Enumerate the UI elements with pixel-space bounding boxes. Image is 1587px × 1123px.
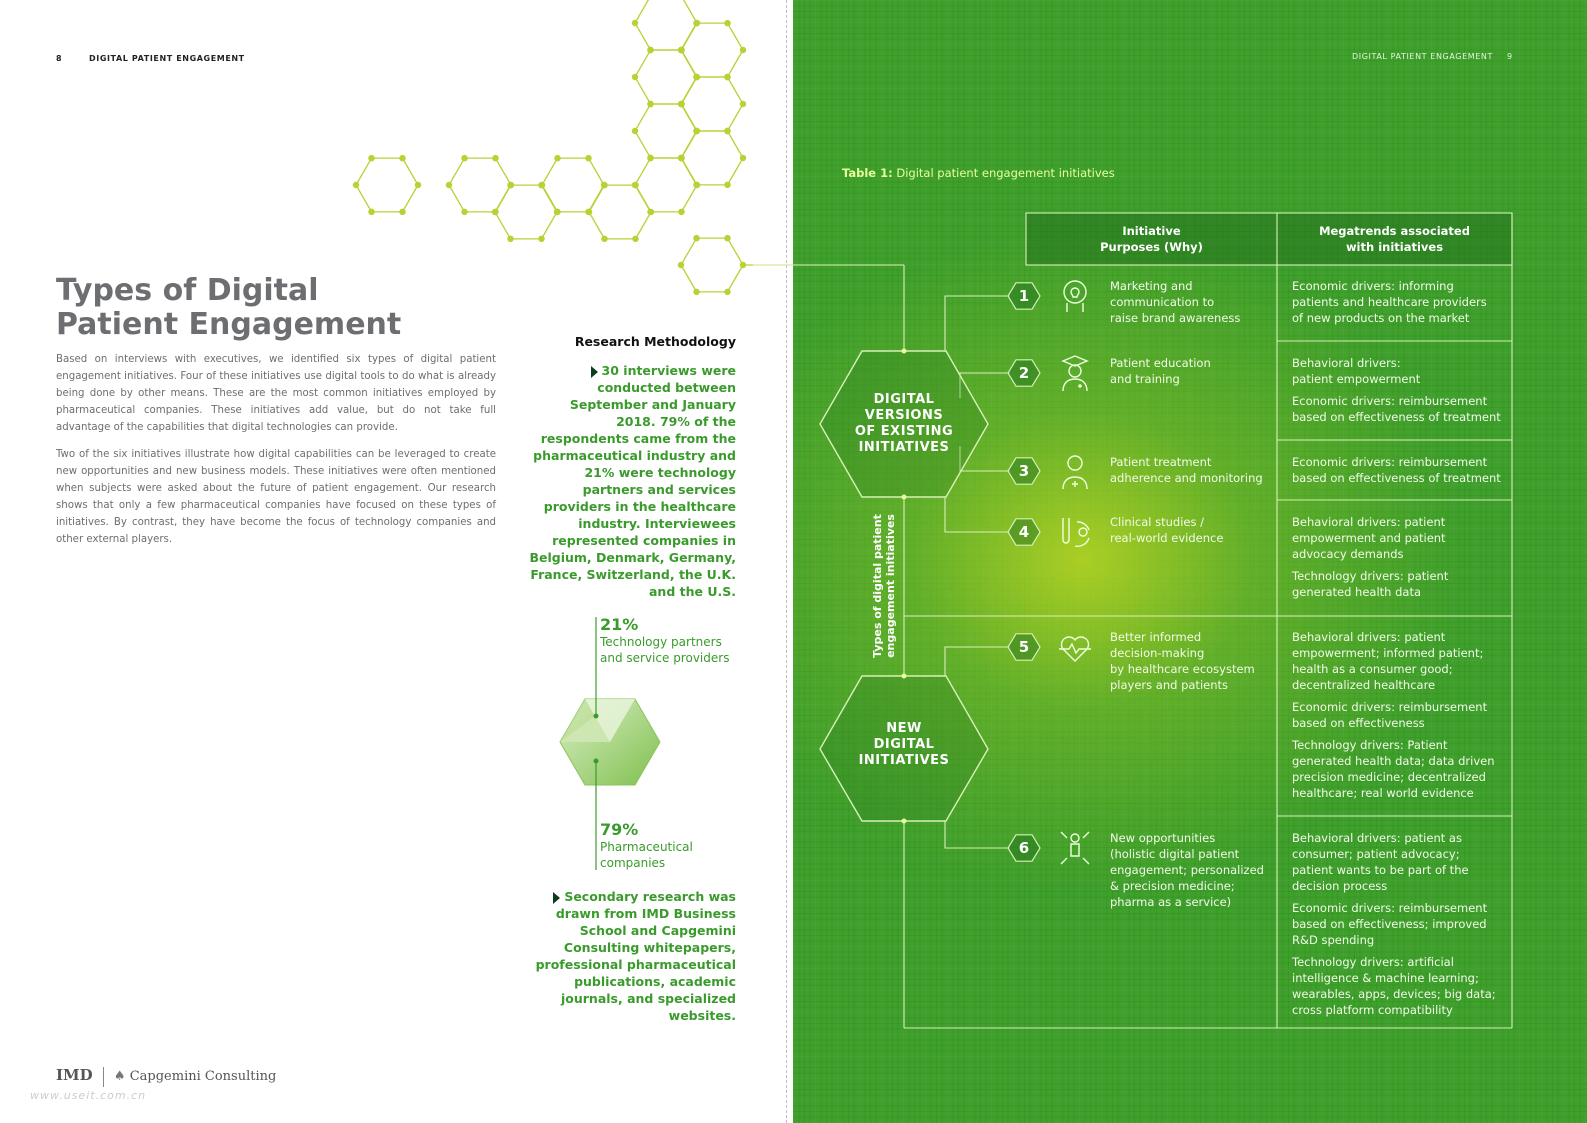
row-6-megatrends [1292,830,1508,1018]
nurse-icon [1057,451,1093,491]
purpose-line: Marketing and [1110,279,1193,293]
megatrend-line: based on effectiveness; improved [1292,917,1487,931]
megatrend-line: patient wants to be part of the [1292,863,1469,877]
col-header-purposes-line-1: Initiative [1122,224,1181,238]
imd-logo: IMD [56,1066,93,1084]
megatrend-line: Behavioral drivers: patient [1292,630,1446,644]
row-3-megatrends [1292,454,1508,486]
row-5-purpose [1110,629,1275,693]
vertical-label-line-1: Types of digital patient [871,514,884,658]
capgemini-spade-icon: ♠ [113,1069,126,1084]
megatrend-line: based on effectiveness [1292,716,1425,730]
purpose-line: communication to [1110,295,1215,309]
running-header-right: DIGITAL PATIENT ENGAGEMENT [1352,52,1493,61]
group2-line-2: DIGITAL [873,737,935,752]
title-line-1: Types of Digital [56,273,319,308]
group2-line-3: INITIATIVES [858,753,950,768]
row-number-6: 6 [1018,839,1030,857]
megatrend-line: patients and healthcare providers [1292,295,1487,309]
megatrend-line: Behavioral drivers: patient [1292,515,1446,529]
purpose-line: adherence and monitoring [1110,471,1263,485]
row-1-megatrends [1292,278,1508,326]
purpose-line: New opportunities [1110,831,1216,845]
megatrend-item [1292,900,1508,948]
megatrend-line: generated health data [1292,585,1422,599]
megatrend-line: decentralized healthcare [1292,678,1436,692]
megatrend-item [1292,393,1508,425]
group-digital-versions-label [840,392,968,456]
purpose-line: decision-making [1110,646,1205,660]
megatrend-line: empowerment and patient [1292,531,1446,545]
row-4-megatrends [1292,514,1508,600]
purpose-line: by healthcare ecosystem [1110,662,1255,676]
purpose-line: raise brand awareness [1110,311,1241,325]
megatrend-line: Behavioral drivers: [1292,356,1401,370]
graduate-doctor-icon [1057,353,1093,393]
purpose-line: players and patients [1110,678,1229,692]
research-methodology-heading: Research Methodology [574,334,736,349]
intro-paragraph-1: Based on interviews with executives, we identified six types of digital patient engagement initiatives. Four of these initiatives use digital tools to do what is already being done by other means. These are the most common initiatives employed by pharmaceutical companies. These initiatives add value, but do not take full advantage of the capabilities that digital technologies can provide. [56,354,496,433]
purpose-line: Patient education [1110,356,1211,370]
table-caption-label: Table 1: [842,166,893,180]
megatrend-line: Technology drivers: patient [1292,569,1449,583]
stat-21-label-line-2: and service providers [600,651,730,665]
purpose-line: (holistic digital patient [1110,847,1240,861]
title-line-2: Patient Engagement [56,307,402,342]
megatrend-line: based on effectiveness of treatment [1292,471,1501,485]
group-new-digital-label [840,721,968,769]
row-5-megatrends [1292,629,1508,801]
lightbulb-head-icon [1057,276,1093,316]
megatrend-line: Technology drivers: artificial [1292,955,1454,969]
megatrend-line: intelligence & machine learning; [1292,971,1479,985]
megatrend-line: Technology drivers: Patient [1292,738,1448,752]
col-header-megatrends-line-2: with initiatives [1345,240,1444,254]
col-header-megatrends-line-1: Megatrends associated [1319,224,1470,238]
megatrend-line: patient empowerment [1292,372,1421,386]
col-header-purposes-line-2: Purposes (Why) [1100,240,1203,254]
purpose-line: Patient treatment [1110,455,1212,469]
row-number-1: 1 [1018,287,1030,305]
row-2-purpose [1110,355,1275,387]
megatrend-item [1292,568,1508,600]
row-6-purpose [1110,830,1275,910]
row-3-purpose [1110,454,1275,486]
col-header-purposes [1026,223,1277,255]
row-2-megatrends [1292,355,1508,425]
megatrend-line: cross platform compatibility [1292,1003,1453,1017]
group2-line-1: NEW [886,721,922,736]
megatrend-line: generated health data; data driven [1292,754,1495,768]
row-number-5: 5 [1018,638,1030,656]
purpose-line: and training [1110,372,1180,386]
megatrend-line: of new products on the market [1292,311,1470,325]
megatrend-line: R&D spending [1292,933,1375,947]
stat-21-percent: 21% [600,615,639,634]
vertical-axis-label [871,514,897,658]
group1-line-3: OF EXISTING [854,424,954,439]
stat-21-label-line-1: Technology partners [600,635,722,649]
row-4-purpose [1110,514,1275,546]
row-number-2: 2 [1018,364,1030,382]
megatrend-item [1292,454,1508,486]
purpose-line: Clinical studies / [1110,515,1205,529]
test-tube-cycle-icon [1057,512,1093,552]
group1-line-2: VERSIONS [864,408,944,423]
megatrend-line: based on effectiveness of treatment [1292,410,1501,424]
megatrend-line: health as a consumer good; [1292,662,1453,676]
purpose-line: real-world evidence [1110,531,1224,545]
megatrend-line: Economic drivers: reimbursement [1292,901,1488,915]
megatrend-line: Economic drivers: reimbursement [1292,394,1488,408]
megatrend-item [1292,699,1508,731]
megatrend-item [1292,514,1508,562]
megatrend-item [1292,830,1508,894]
megatrend-line: decision process [1292,879,1388,893]
megatrend-line: Economic drivers: reimbursement [1292,700,1488,714]
group1-line-4: INITIATIVES [858,440,950,455]
purpose-line: Better informed [1110,630,1202,644]
megatrend-item [1292,954,1508,1018]
megatrend-line: wearables, apps, devices; big data; [1292,987,1496,1001]
vertical-label-line-2: engagement initiatives [884,514,897,658]
megatrend-line: healthcare; real world evidence [1292,786,1474,800]
stat-79-label-line-1: Pharmaceutical [600,840,693,854]
purpose-line: & precision medicine; [1110,879,1235,893]
megatrend-line: advocacy demands [1292,547,1404,561]
row-1-purpose [1110,278,1275,326]
megatrend-line: consumer; patient advocacy; [1292,847,1460,861]
rm-text-2: Secondary research was drawn from IMD Business School and Capgemini Consulting whitepapers, professional pharmaceutical publications, academic journals, and specialized websites. [535,889,736,1023]
stat-79-percent: 79% [600,820,639,839]
row-number-4: 4 [1018,523,1030,541]
megatrend-item [1292,737,1508,801]
watermark: www.useit.com.cn [30,1089,147,1102]
table-caption-text: Digital patient engagement initiatives [892,166,1115,180]
page-number-right: 9 [1507,52,1513,61]
megatrend-line: empowerment; informed patient; [1292,646,1484,660]
page-number-left: 8 [56,54,63,63]
purpose-line: pharma as a service) [1110,895,1232,909]
col-header-megatrends [1277,223,1512,255]
megatrend-item [1292,355,1508,387]
row-number-3: 3 [1018,462,1030,480]
group1-line-1: DIGITAL [873,392,935,407]
megatrend-line: Economic drivers: reimbursement [1292,455,1488,469]
megatrend-item [1292,278,1508,326]
heart-pulse-icon [1057,627,1093,667]
rm-text-1: 30 interviews were conducted between September and January 2018. 79% of the respondents came from the pharmaceutical industry and 21% were technology partners and services providers in the healthcare industry. Interviewees represented companies in Belgium, Denmark, Germany, France, Switzerland, the U.K. and the U.S. [529,363,736,599]
network-person-icon [1057,828,1093,868]
megatrend-line: Behavioral drivers: patient as [1292,831,1462,845]
running-header-left: DIGITAL PATIENT ENGAGEMENT [89,54,245,63]
capgemini-logo: Capgemini Consulting [129,1069,277,1084]
purpose-line: engagement; personalized [1110,863,1264,877]
megatrend-line: Economic drivers: informing [1292,279,1454,293]
intro-paragraph-2: Two of the six initiatives illustrate how digital capabilities can be leveraged to create new opportunities and new business models. These initiatives were often mentioned when subjects were asked about the future of patient engagement. Our research shows that only a few pharmaceutical companies have focused on these types of initiatives. By contrast, they have become the focus of technology companies and other external players. [56,449,496,545]
megatrend-item [1292,629,1508,693]
megatrend-line: precision medicine; decentralized [1292,770,1486,784]
stat-79-label-line-2: companies [600,856,666,870]
